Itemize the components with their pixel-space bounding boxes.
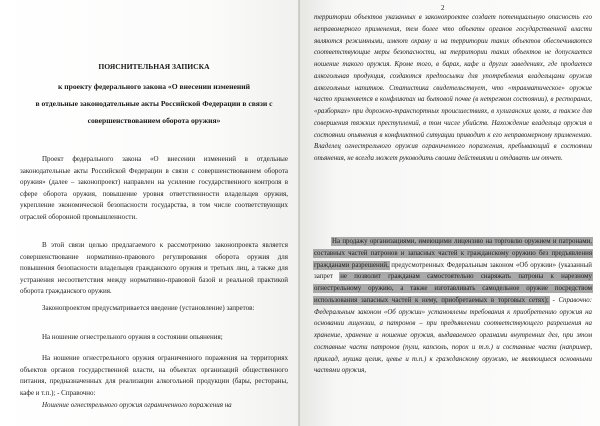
page-number: 2 <box>441 4 445 12</box>
paragraph-prohibition-sales <box>314 236 592 377</box>
document-subtitle-line-2: в отдельные законодательные акты Российской Федерации в связи с <box>35 99 273 108</box>
highlighted-text-cartridges: не позволит гражданам самостоятельно снаряжать патроны к нарезному огнестрельному оружию, а также изготавливать самодельное оружие посредством использования запасных частей к нему, приобретаемых в торговых сетях); <box>314 273 592 304</box>
paragraph-intro: Проект федерального закона «О внесении изменений в отдельные законодательные акты Российской Федерации в связи с совершенствованием оборота оружия» (далее – законопроект) направлен на усиление государственного контроля в сфере оборота оружия, повышение уровня ответственности владельцев оружия, укрепление экономической безопасности государства, в том числе соответствующих отраслей оборонной промышленности. <box>20 155 288 221</box>
paragraph-reference-note: Ношение огнестрельного оружия ограниченного поражения на <box>42 401 232 409</box>
document-subtitle-line-1: к проекту федерального закона «О внесении изменений <box>57 82 251 91</box>
right-page <box>300 0 600 426</box>
plain-text-sales: предусмотренных Федеральным законом «Об оружии» (указанный запрет <box>314 261 592 281</box>
paragraph-reference-continued: территории объектов указанных в законопроекте создает потенциальную опасность его неправомерного применения, тем более что объекты органов государственной власти являются режимными, имеют охрану и на территории таких объектов обеспечиваются соответствующие меры безопасности, на территории таких объектов не допускается ношение такого оружия. Кроме того, в барах, кафе и других заведениях, где продается алкогольная продукция, создаются предпосылки для употребления владельцами оружия алкогольных напитков. Статистика свидетельствует, что «травматическое» оружие часто применяется в конфликтах на бытовой почве (в нетрезвом состоянии), в ресторанах, «разборках» при дорожно-транспортных происшествиях, в хулиганских целях, а также для совершения тяжких преступлений, в том числе убийств. Нахождение владельца оружия в состоянии опьянения в конфликтной ситуации приводит к его неправомерному применению. Владелец огнестрельного оружия ограниченного поражения, пребывающий в состоянии опьянения, не всегда может руководить своими действиями и отдавать им отчет. <box>314 14 592 162</box>
paragraph-prohibition-intoxication: На ношение огнестрельного оружия в состоянии опьянения; <box>42 333 223 341</box>
document-subtitle-line-3: совершенствованием оборота оружия» <box>87 116 221 125</box>
paragraph-prohibitions-lead: Законопроектом предусматривается введение (установление) запретов: <box>42 304 255 312</box>
paragraph-purpose: В этой связи целью предлагаемого к рассмотрению законопроекта является совершенствование нормативно-правового регулирования оборота оружия для повышения безопасности владельцев гражданского оружия и третьих лиц, а также для устранения несоответствия между нормативно-правовой базой и реальной практикой оборота гражданского оружия. <box>20 241 288 296</box>
document-title: ПОЯСНИТЕЛЬНАЯ ЗАПИСКА <box>98 62 210 71</box>
reference-text-sales: - Справочно: Федеральным законом «Об оружии» установлены требования к приобретению оружия на основании лицензии, а патронов – при предъявлении соответствующего разрешения на хранение, хранение и ношение оружия, выдаваемого органами внутренних дел, при этом составные части патронов (пули, капсюль, порох и т.п.) и составные части (например, приклад, мушка целик, цевье и т.п.) к гражданскому оружию, не являющиеся основными частями оружия, <box>314 296 592 375</box>
highlighted-text-sales: На продажу организациями, имеющими лицензию на торговлю оружием и патронами, составных частей патронов и запасных частей к гражданскому оружию без предъявления гражданами разрешений, <box>314 238 592 269</box>
paragraph-prohibition-territories: На ношение огнестрельного оружия ограниченного поражения на территориях объектов органов государственной власти, на объектах организаций общественного питания, предназначенных для реализации алкогольной продукции (бары, рестораны, кафе и т.п.); - Справочно: <box>20 354 288 397</box>
